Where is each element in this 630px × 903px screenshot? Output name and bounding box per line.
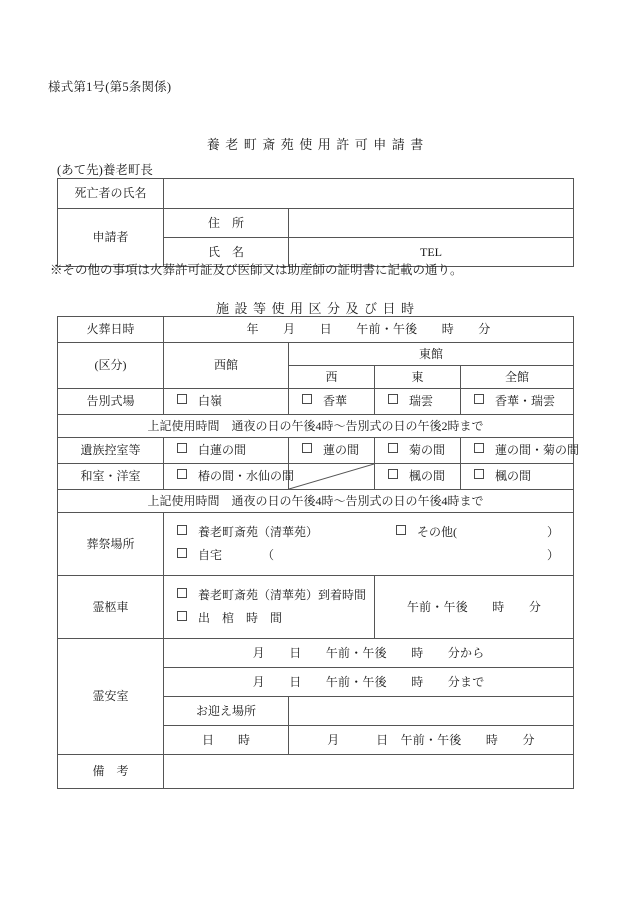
funeral-place-option-home[interactable] xyxy=(164,544,573,567)
pickup-datetime-field[interactable]: 月 日 午前・午後 時 分 xyxy=(289,726,574,755)
cremation-datetime-label: 火葬日時 xyxy=(58,317,164,343)
jw-room-option-east-label: 楓の間 xyxy=(409,469,446,484)
table-row xyxy=(58,415,574,438)
section-title: 施設等使用区分及び日時 xyxy=(215,301,420,316)
jw-room-option-all-label: 楓の間 xyxy=(495,469,532,484)
checkbox-icon[interactable] xyxy=(177,548,187,558)
table-row xyxy=(58,513,574,576)
farewell-option-west-hall-cell[interactable] xyxy=(164,389,289,415)
tel-label: TEL xyxy=(289,238,574,267)
east-hall-header: 東館 xyxy=(289,343,574,366)
funeral-place-label: 葬祭場所 xyxy=(58,513,164,576)
applicant-label: 申請者 xyxy=(58,209,164,267)
checkbox-icon[interactable] xyxy=(388,469,398,479)
deceased-name-label: 死亡者の氏名 xyxy=(58,179,164,209)
funeral-place-saien-label: 養老町斎苑（清華苑） xyxy=(198,525,319,540)
checkbox-icon[interactable] xyxy=(474,469,484,479)
column-all-header: 全館 xyxy=(461,366,574,389)
west-hall-header: 西館 xyxy=(164,343,289,389)
hearse-time-field[interactable]: 午前・午後 時 分 xyxy=(375,576,574,639)
farewell-option-all-label: 香華・瑞雲 xyxy=(495,394,556,409)
funeral-place-option-saien[interactable] xyxy=(164,521,573,544)
cremation-datetime-field[interactable]: 年 月 日 午前・午後 時 分 xyxy=(164,317,574,343)
jw-room-option-west-hall-label: 椿の間・水仙の間 xyxy=(198,469,295,484)
jw-room-option-east-cell[interactable] xyxy=(375,464,461,490)
family-room-option-all-cell[interactable] xyxy=(461,438,580,464)
pickup-place-field[interactable] xyxy=(289,697,574,726)
japanese-western-room-label: 和室・洋室 xyxy=(58,464,164,490)
table-row xyxy=(58,343,574,366)
family-room-option-all-label: 蓮の間・菊の間 xyxy=(495,443,580,458)
remarks-label: 備 考 xyxy=(58,755,164,789)
farewell-option-west-hall-label: 白嶺 xyxy=(198,394,223,409)
hearse-option-departure[interactable] xyxy=(164,607,374,630)
farewell-option-all-cell[interactable] xyxy=(461,389,574,415)
hearse-departure-label: 出 棺 時 間 xyxy=(198,611,283,625)
table-row xyxy=(58,576,574,639)
table-row xyxy=(58,490,574,513)
funeral-place-other-close: ） xyxy=(547,525,560,540)
form-number: 様式第1号(第5条関係) xyxy=(48,80,172,94)
remarks-field[interactable] xyxy=(164,755,574,789)
family-room-option-east-cell[interactable] xyxy=(375,438,461,464)
funeral-place-home-open: （ xyxy=(262,548,275,562)
checkbox-icon[interactable] xyxy=(302,394,312,404)
checkbox-icon[interactable] xyxy=(302,443,312,453)
column-east-header: 東 xyxy=(375,366,461,389)
family-room-option-west-cell[interactable] xyxy=(289,438,375,464)
jw-room-option-west-hall-cell[interactable] xyxy=(164,464,295,490)
funeral-place-home-label: 自宅 xyxy=(198,548,223,562)
table-row xyxy=(58,438,574,464)
table-row xyxy=(58,317,574,343)
jw-room-option-west-cell-unavailable xyxy=(289,464,375,490)
applicant-table xyxy=(57,178,574,267)
mortuary-label: 霊安室 xyxy=(58,639,164,755)
document-title: 養老町斎苑使用許可申請書 xyxy=(206,137,429,152)
checkbox-icon[interactable] xyxy=(177,611,187,621)
checkbox-icon[interactable] xyxy=(177,394,187,404)
funeral-place-options xyxy=(164,513,574,576)
facility-table xyxy=(57,316,580,789)
hearse-options xyxy=(164,576,375,639)
usage-time-note-2: 上記使用時間 通夜の日の午後4時〜告別式の日の午後4時まで xyxy=(58,490,574,513)
hearse-label: 霊柩車 xyxy=(58,576,164,639)
checkbox-icon[interactable] xyxy=(388,443,398,453)
address-label: 住 所 xyxy=(164,209,289,238)
hearse-arrival-label: 養老町斎苑（清華苑）到着時間 xyxy=(198,588,367,603)
farewell-option-west-label: 香華 xyxy=(323,394,348,409)
table-row xyxy=(58,389,574,415)
mortuary-from-field[interactable]: 月 日 午前・午後 時 分から xyxy=(164,639,574,668)
family-room-option-west-hall-cell[interactable] xyxy=(164,438,289,464)
table-row xyxy=(58,639,574,668)
address-field[interactable] xyxy=(289,209,574,238)
checkbox-icon[interactable] xyxy=(396,525,406,535)
category-label: (区分) xyxy=(58,343,164,389)
funeral-place-other-label: その他( xyxy=(417,525,458,540)
pickup-datetime-label: 日 時 xyxy=(164,726,289,755)
usage-time-note-1: 上記使用時間 通夜の日の午後4時〜告別式の日の午後2時まで xyxy=(58,415,574,438)
checkbox-icon[interactable] xyxy=(177,525,187,535)
funeral-place-home-close: ） xyxy=(547,548,560,562)
checkbox-icon[interactable] xyxy=(474,394,484,404)
addressee-line: (あて先)養老町長 xyxy=(57,163,153,177)
farewell-hall-label: 告別式場 xyxy=(58,389,164,415)
checkbox-icon[interactable] xyxy=(388,394,398,404)
deceased-name-field[interactable] xyxy=(164,179,574,209)
checkbox-icon[interactable] xyxy=(177,588,187,598)
farewell-option-east-label: 瑞雲 xyxy=(409,394,434,409)
checkbox-icon[interactable] xyxy=(177,469,187,479)
table-row xyxy=(58,179,574,209)
family-room-option-east-label: 菊の間 xyxy=(409,443,446,458)
mortuary-to-field[interactable]: 月 日 午前・午後 時 分まで xyxy=(164,668,574,697)
farewell-option-east-cell[interactable] xyxy=(375,389,461,415)
checkbox-icon[interactable] xyxy=(474,443,484,453)
family-room-option-west-label: 蓮の間 xyxy=(323,443,360,458)
note-line: ※その他の事項は火葬許可証及び医師又は助産師の証明書に記載の通り。 xyxy=(50,263,463,277)
column-west-header: 西 xyxy=(289,366,375,389)
family-room-label: 遺族控室等 xyxy=(58,438,164,464)
hearse-option-arrival[interactable] xyxy=(164,584,374,607)
table-row xyxy=(58,209,574,238)
name-label: 氏 名 xyxy=(164,238,289,267)
diagonal-strike-icon xyxy=(289,464,374,489)
jw-room-option-all-cell[interactable] xyxy=(461,464,574,490)
family-room-option-west-hall-label: 白蓮の間 xyxy=(198,443,247,458)
table-row xyxy=(58,755,574,789)
table-row xyxy=(58,464,574,490)
pickup-place-label: お迎え場所 xyxy=(164,697,289,726)
checkbox-icon[interactable] xyxy=(177,443,187,453)
farewell-option-west-cell[interactable] xyxy=(289,389,375,415)
